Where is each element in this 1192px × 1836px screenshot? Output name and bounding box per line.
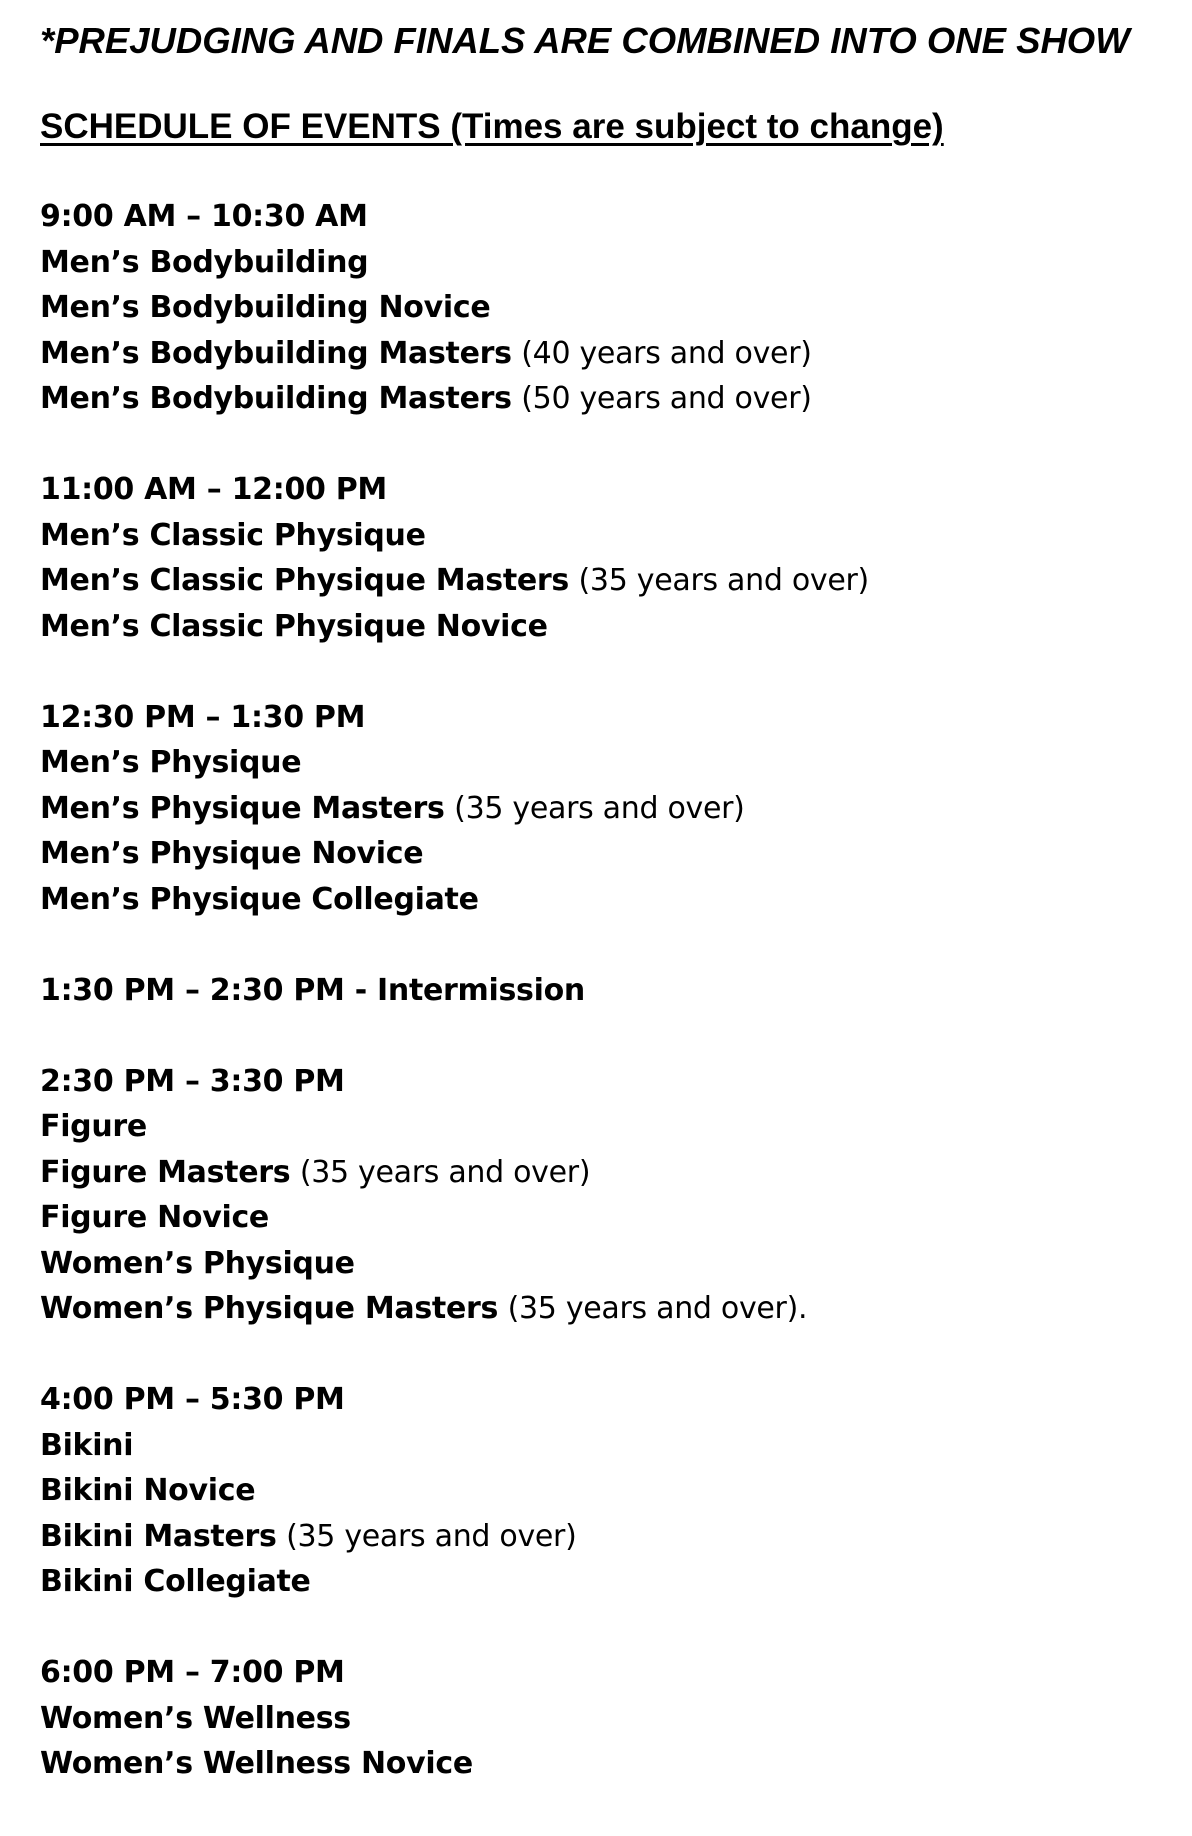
event-age-note: (35 years and over). <box>507 1291 808 1326</box>
event-item <box>40 1741 1160 1787</box>
event-age-note: (35 years and over) <box>286 1518 577 1554</box>
time-block <box>40 695 1160 923</box>
time-range: 9:00 AM – 10:30 AM <box>40 199 368 234</box>
time-range: 4:00 PM – 5:30 PM <box>40 1382 345 1417</box>
event-name: Men’s Bodybuilding Masters <box>40 381 512 416</box>
event-age-note: (35 years and over) <box>454 790 745 826</box>
time-range: 12:30 PM – 1:30 PM <box>40 699 366 735</box>
event-item <box>40 1241 1160 1287</box>
event-item <box>40 1514 1160 1560</box>
event-name: Bikini <box>40 1427 134 1463</box>
event-age-note: (50 years and over) <box>521 381 812 416</box>
time-block <box>40 467 1160 649</box>
event-item <box>40 1286 1160 1332</box>
event-name: Men’s Bodybuilding Novice <box>40 290 491 325</box>
event-name: Bikini Novice <box>40 1473 256 1508</box>
event-name: Women’s Wellness <box>40 1700 351 1736</box>
event-item <box>40 740 1160 786</box>
event-name: Women’s Wellness Novice <box>40 1746 473 1781</box>
event-item <box>40 877 1160 923</box>
event-item <box>40 1559 1160 1605</box>
event-item <box>40 1696 1160 1742</box>
event-item <box>40 376 1160 422</box>
event-name: Men’s Physique Masters <box>40 790 445 826</box>
event-item <box>40 513 1160 559</box>
time-range: 11:00 AM – 12:00 PM <box>40 472 387 507</box>
event-item <box>40 331 1160 377</box>
show-notice: *PREJUDGING AND FINALS ARE COMBINED INTO ONE SHOW <box>40 20 1130 61</box>
event-name: Men’s Classic Physique Masters <box>40 563 569 598</box>
event-age-note: (35 years and over) <box>299 1154 591 1190</box>
event-age-note: (40 years and over) <box>521 335 812 371</box>
event-name: Men’s Classic Physique <box>40 517 426 553</box>
event-item <box>40 831 1160 877</box>
schedule-list <box>40 194 1160 1832</box>
event-item <box>40 240 1160 286</box>
event-name: Men’s Physique Novice <box>40 836 424 871</box>
event-age-note: (35 years and over) <box>578 563 869 598</box>
event-item <box>40 558 1160 604</box>
time-range: 6:00 PM – 7:00 PM <box>40 1655 345 1690</box>
event-name: Men’s Bodybuilding <box>40 244 369 280</box>
event-name: Women’s Physique Masters <box>40 1291 499 1326</box>
time-block <box>40 1650 1160 1787</box>
event-item <box>40 1104 1160 1150</box>
event-item <box>40 285 1160 331</box>
time-block <box>40 1059 1160 1332</box>
time-range: 2:30 PM – 3:30 PM <box>40 1063 345 1099</box>
event-name: Men’s Bodybuilding Masters <box>40 335 512 371</box>
event-item <box>40 1150 1160 1196</box>
event-name: Figure Masters <box>40 1154 291 1190</box>
event-name: Men’s Physique <box>40 745 302 780</box>
schedule-heading: SCHEDULE OF EVENTS (Times are subject to change) <box>40 107 944 146</box>
event-item <box>40 1468 1160 1514</box>
event-name: Bikini Masters <box>40 1518 277 1554</box>
event-name: Bikini Collegiate <box>40 1564 311 1599</box>
time-block <box>40 194 1160 422</box>
event-name: Women’s Physique <box>40 1245 355 1281</box>
intermission-time: 1:30 PM – 2:30 PM - Intermission <box>40 972 585 1008</box>
event-name: Men’s Physique Collegiate <box>40 881 479 917</box>
event-name: Figure Novice <box>40 1200 269 1235</box>
event-name: Men’s Classic Physique Novice <box>40 608 548 644</box>
event-name: Figure <box>40 1109 147 1144</box>
event-item <box>40 1423 1160 1469</box>
event-item <box>40 604 1160 650</box>
event-item <box>40 786 1160 832</box>
time-block <box>40 1377 1160 1605</box>
time-block <box>40 968 1160 1014</box>
event-item <box>40 1195 1160 1241</box>
